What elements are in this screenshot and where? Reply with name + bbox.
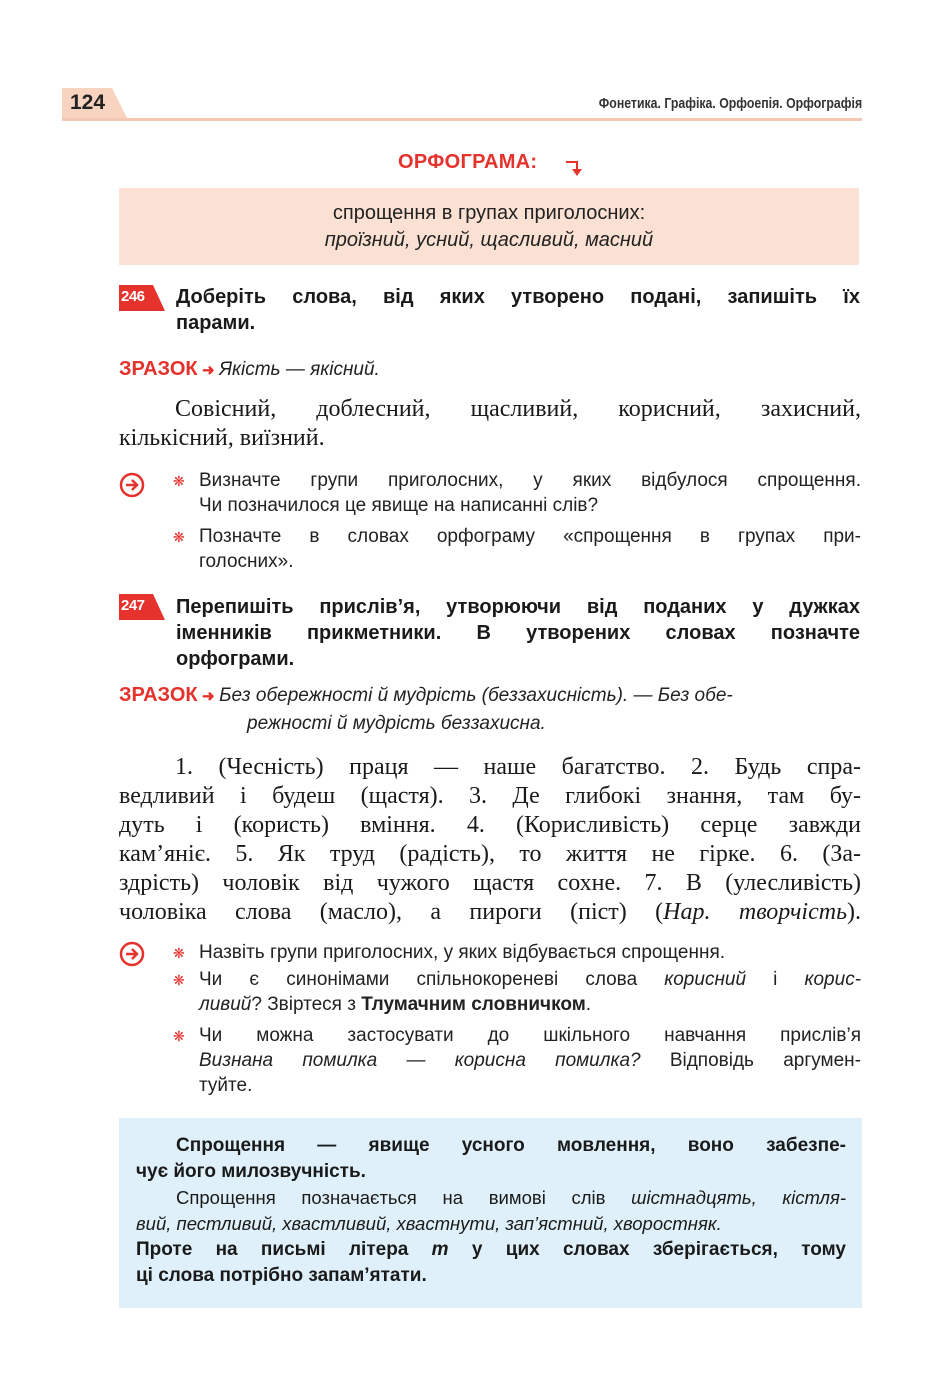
sample-text: Без обережності й мудрість (беззахисність). — Без обе- [219, 685, 733, 706]
question-item: ❋ Назвіть групи приголосних, у яких відбувається спрощення. [173, 940, 861, 966]
asterisk-icon: ❋ [173, 529, 185, 545]
header-divider [62, 118, 862, 121]
orthogram-rule: спрощення в групах приголосних: [332, 202, 646, 224]
question-item: ❋ Чи можна застосувати до шкільного навчання прислів’я Визнана помилка — корисна помилка? Відповідь аргумен- туйте. [173, 1025, 861, 1096]
page-number: 124 [70, 91, 106, 114]
sample-text: режності й мудрість беззахисна. [247, 713, 546, 734]
sample [119, 358, 380, 381]
rule-text: Спрощення — явище усного мовлення, воно забезпе- чує його милозвучність. Спрощення позначається на вимові слів шістнадцять, кістля- вий, пестливий, хвастливий, хвастнути, зап’ястний, хворостняк. Проте на письмі літера т у цих словах зберігається, тому ці слова потрібно запам’ятати. [136, 1135, 846, 1286]
questions-arrow-icon [119, 472, 145, 498]
question-item: ❋ Чи є синонімами спільнокореневі слова корисний і корис- ливий? Звіртеся з Тлумачним словничком. [173, 969, 862, 1015]
proverb-source: Нар. творчість [663, 899, 847, 925]
questions-arrow-icon [119, 941, 145, 967]
running-head: Фонетика. Графіка. Орфоепія. Орфографія [598, 95, 862, 112]
asterisk-icon: ❋ [173, 972, 185, 988]
arrow-right-icon: ➜ [202, 362, 215, 379]
exercise-task: Перепишіть прислів’я, утворюючи від поданих у дужках іменників прикметники. В утворених словах позначте орфограми. [176, 596, 860, 670]
asterisk-icon: ❋ [173, 1028, 185, 1044]
sample-text: Якість — якісний. [219, 359, 380, 380]
exercise-task: Доберіть слова, від яких утворено подані, запишіть їх парами. [176, 286, 860, 334]
exercise-text: 1. (Чесність) праця — наше багатство. 2. Будь спра- ведливий і будеш (щастя). 3. Де глибокі знання, там бу- дуть і (користь) вміння. 4. (Корисливість) серце завжди кам’яніє. 5. Як труд (радість), то життя не гірке. 6. (За- здрість) чоловік від чужого щастя сохне. 7. В (улесливість) чоловіка слова (масло), а пироги (піст) (Нар. творчість). [119, 754, 861, 925]
question-item: ❋ Позначте в словах орфограму «спрощення в групах при- голосних». [173, 526, 861, 572]
sample-label: ЗРАЗОК [119, 358, 198, 380]
exercise-number-badge: 247 [119, 594, 165, 620]
rule-box [119, 1118, 862, 1308]
exercise-number-badge: 246 [119, 285, 165, 311]
orthogram-box [119, 188, 859, 265]
orthogram-title: ОРФОГРАМА: [398, 151, 538, 173]
sample [119, 682, 861, 737]
sample-label: ЗРАЗОК [119, 684, 198, 706]
arrow-right-icon: ➜ [202, 688, 215, 705]
orthogram-examples: проїзний, усний, щасливий, масний [324, 229, 654, 251]
dictionary-reference: Тлумачним словничком [361, 994, 586, 1015]
orthogram-arrow-icon [565, 156, 583, 185]
asterisk-icon: ❋ [173, 945, 185, 961]
asterisk-icon: ❋ [173, 473, 185, 489]
question-item: ❋ Визначте групи приголосних, у яких відбулося спрощення. Чи позначилося це явище на написанні слів? [173, 470, 861, 516]
exercise-text: Совісний, доблесний, щасливий, корисний, захисний, кількісний, виїзний. [119, 396, 861, 451]
